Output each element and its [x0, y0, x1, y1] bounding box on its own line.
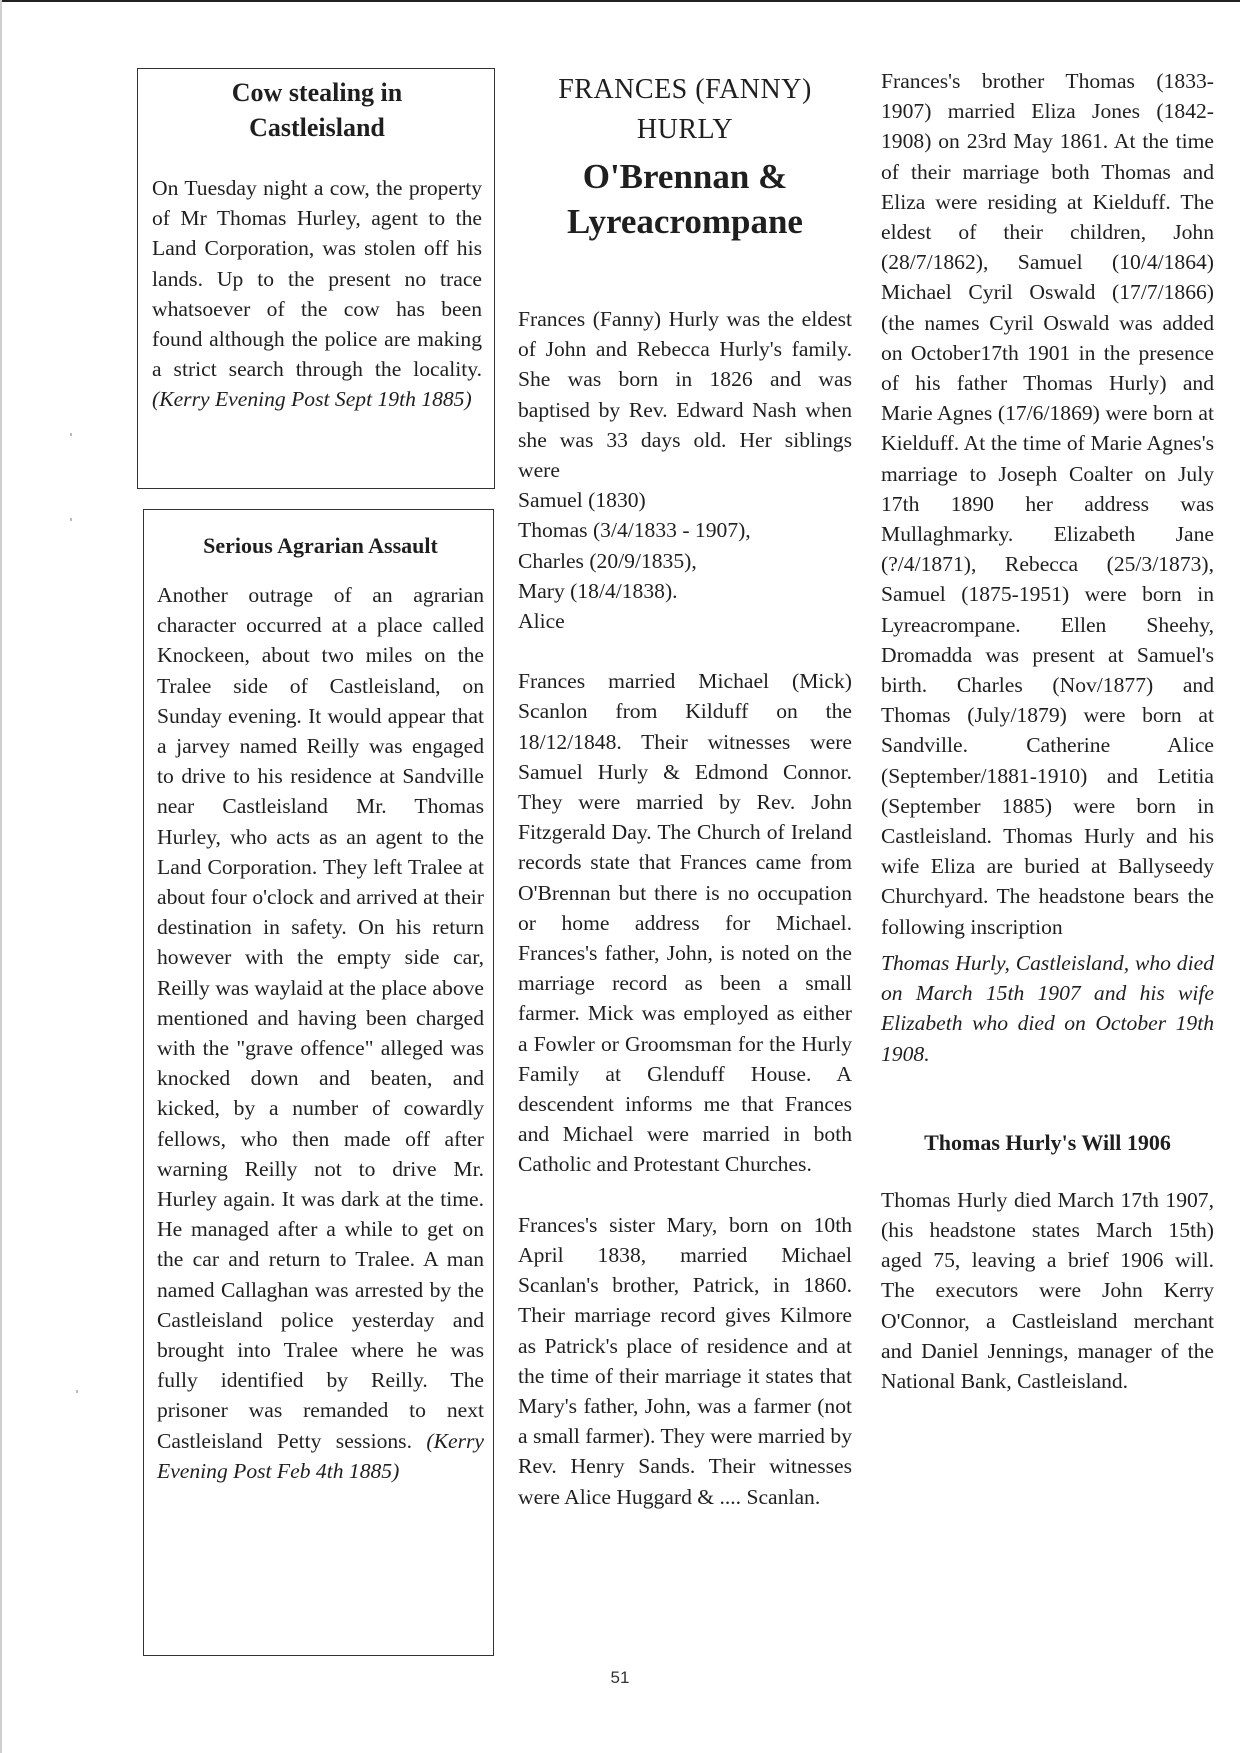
- sidebar-box-cow-stealing: [137, 68, 495, 489]
- article-title-line2: Lyreacrompane: [567, 202, 803, 241]
- article-column-right: [881, 70, 1214, 1396]
- box-body: [157, 580, 484, 1486]
- scan-speck: [70, 518, 72, 521]
- box-title: Serious Agrarian Assault: [203, 533, 438, 558]
- article-intro: Frances (Fanny) Hurly was the eldest of John and Rebecca Hurly's family. She was born in 1826 and was baptised by Rev. Edward Nash when she was 33 days old. Her siblings were: [518, 307, 852, 483]
- scan-top-edge: [0, 0, 1240, 2]
- sibling-line: Mary (18/4/1838).: [518, 578, 678, 603]
- article-subtitle-line1: FRANCES (FANNY): [558, 74, 812, 105]
- article-paragraph-will: Thomas Hurly died March 17th 1907, (his headstone states March 15th) aged 75, leaving a brief 1906 will. The executors were John Kerry O'Connor, a Castleisland merchant and Daniel Jennings, manager of the National Bank, Castleisland.: [881, 1187, 1214, 1393]
- article-column-middle: [518, 70, 852, 1512]
- box-citation: (Kerry Evening Post Feb 4th 1885): [157, 1428, 484, 1483]
- box-title-line2: Castleisland: [249, 113, 385, 142]
- article-paragraph-mary: Frances's sister Mary, born on 10th April 1838, married Michael Scanlan's brother, Patrick, in 1860. Their marriage record gives Kilmore as Patrick's place of residence and at the time of their marriage it states that Mary's father, John, was a farmer (not a small farmer). They were married by Rev. Henry Sands. Their witnesses were Alice Huggard & .... Scanlan.: [518, 1212, 852, 1509]
- sibling-line: Thomas (3/4/1833 - 1907),: [518, 518, 751, 543]
- box-body: [152, 173, 482, 415]
- section-title-will: Thomas Hurly's Will 1906: [924, 1129, 1171, 1155]
- article-title-line1: O'Brennan &: [582, 157, 788, 196]
- sibling-line: Alice: [518, 609, 565, 634]
- sibling-line: Samuel (1830): [518, 488, 646, 513]
- box-citation: (Kerry Evening Post Sept 19th 1885): [152, 387, 472, 412]
- page-number: 51: [610, 1668, 630, 1687]
- article-paragraph-marriage: Frances married Michael (Mick) Scanlon from Kilduff on the 18/12/1848. Their witnesses were Samuel Hurly & Edmond Connor. They were married by Rev. John Fitzgerald Day. The Church of Ireland records state that Frances came from O'Brennan but there is no occupation or home address for Michael. Frances's father, John, is noted on the marriage record as been a small farmer. Mick was employed as either a Fowler or Groomsman for the Hurly Family at Glenduff House. A descendent informs me that Frances and Michael were married in both Catholic and Protestant Churches.: [518, 669, 852, 1177]
- box-body-text: Another outrage of an agrarian character occurred at a place called Knockeen, about two miles on the Tralee side of Castleisland, on Sunday evening. It would appear that a jarvey named Reilly was engaged to drive to his residence at Sandville near Castleisland Mr. Thomas Hurley, who acts as an agent to the Land Corporation. They left Tralee at about four o'clock and arrived at their destination in safety. On his return however with the empty side car, Reilly was waylaid at the place above mentioned and having been charged with the "grave offence" alleged was knocked down and beaten, and kicked, by a number of cowardly fellows, who then made off after warning Reilly not to drive Mr. Hurley again. It was dark at the time. He managed after a while to get on the car and return to Tralee. A man named Callaghan was arrested by the Castleisland police yesterday and brought into Tralee where he was fully identified by Reilly. The prisoner was remanded to next Castleisland Petty sessions.: [157, 583, 484, 1453]
- box-title-line1: Cow stealing in: [231, 78, 403, 107]
- scan-left-edge: [0, 0, 2, 1753]
- article-subtitle-line2: HURLY: [636, 114, 734, 145]
- sibling-line: Charles (20/9/1835),: [518, 548, 697, 573]
- box-body-text: On Tuesday night a cow, the property of Mr Thomas Hurley, agent to the Land Corporation, was stolen off his lands. Up to the present no trace whatsoever of the cow has been found although the police are making a strict search through the locality.: [152, 176, 482, 382]
- sidebar-box-agrarian-assault: [143, 509, 494, 1656]
- scan-speck: [70, 433, 72, 436]
- article-paragraph-thomas: Frances's brother Thomas (1833-1907) married Eliza Jones (1842-1908) on 23rd May 1861. At the time of their marriage both Thomas and Eliza were residing at Kielduff. The eldest of their children, John (28/7/1862), Samuel (10/4/1864) Michael Cyril Oswald (17/7/1866) (the names Cyril Oswald was added on October17th 1901 in the presence of his father Thomas Hurly) and Marie Agnes (17/6/1869) were born at Kielduff. At the time of Marie Agnes's marriage to Joseph Coalter on July 17th 1890 her address was Mullaghmarky. Elizabeth Jane (?/4/1871), Rebecca (25/3/1873), Samuel (1875-1951) were born in Lyreacrompane. Ellen Sheehy, Dromadda was present at Samuel's birth. Charles (Nov/1877) and Thomas (July/1879) were born at Sandville. Catherine Alice (September/1881-1910) and Letitia (September 1885) were born in Castleisland. Thomas Hurly and his wife Eliza are buried at Ballyseedy Churchyard. The headstone bears the following inscription: [881, 69, 1214, 939]
- scan-speck: [76, 1390, 78, 1393]
- headstone-inscription: Thomas Hurly, Castleisland, who died on March 15th 1907 and his wife Elizabeth who died on October 19th 1908.: [881, 950, 1214, 1066]
